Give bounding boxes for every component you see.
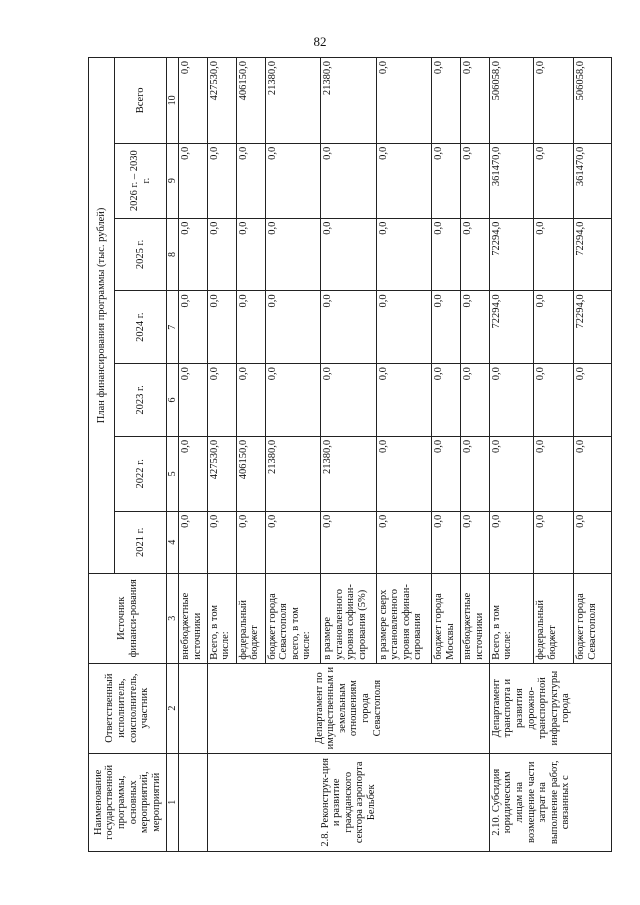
row-source: Всего, в том числе: bbox=[207, 573, 236, 663]
header-name: Наименование государственной программы, основных мероприятий, мероприятий bbox=[89, 753, 167, 851]
cell-value: 0,0 bbox=[376, 364, 431, 437]
cell-value: 0,0 bbox=[236, 511, 265, 573]
cell-value: 0,0 bbox=[265, 291, 320, 364]
row-source: бюджет города Севастополя bbox=[574, 573, 612, 663]
cell-value: 0,0 bbox=[489, 364, 533, 437]
cell-value: 0,0 bbox=[321, 143, 376, 218]
cell-value: 361470,0 bbox=[489, 143, 533, 218]
cell-value: 0,0 bbox=[376, 58, 431, 144]
financing-table bbox=[88, 57, 612, 852]
header-year: 2024 г. bbox=[115, 291, 167, 364]
page-number: 82 bbox=[313, 34, 327, 49]
cell-value: 0,0 bbox=[461, 511, 490, 573]
cell-value: 0,0 bbox=[179, 291, 208, 364]
column-number: 10 bbox=[167, 58, 179, 144]
cell-value: 427530,0 bbox=[207, 58, 236, 144]
cell-value: 406150,0 bbox=[236, 436, 265, 511]
cell-value: 0,0 bbox=[432, 218, 461, 291]
cell-value: 72294,0 bbox=[574, 218, 612, 291]
cell-value: 0,0 bbox=[534, 511, 574, 573]
header-plan: План финансирования программы (тыс. рублей) bbox=[89, 58, 115, 574]
header-year: 2026 г. – 2030 г. bbox=[115, 143, 167, 218]
cell-value: 0,0 bbox=[179, 436, 208, 511]
column-number: 1 bbox=[167, 753, 179, 851]
cell-value: 0,0 bbox=[534, 143, 574, 218]
column-number: 2 bbox=[167, 663, 179, 753]
header-year: 2021 г. bbox=[115, 511, 167, 573]
cell-value: 0,0 bbox=[321, 291, 376, 364]
cell-value: 72294,0 bbox=[489, 291, 533, 364]
column-number: 8 bbox=[167, 218, 179, 291]
cell-value: 0,0 bbox=[574, 436, 612, 511]
cell-value: 21380,0 bbox=[321, 58, 376, 144]
cell-value: 21380,0 bbox=[265, 436, 320, 511]
cell-value: 0,0 bbox=[321, 364, 376, 437]
row-name: 2.8. Реконструк-ция и развитие гражданского сектора аэропорта Бельбек bbox=[207, 753, 489, 851]
cell-value: 0,0 bbox=[179, 143, 208, 218]
cell-value: 0,0 bbox=[321, 511, 376, 573]
cell-value: 0,0 bbox=[534, 364, 574, 437]
row-source: Всего, в том числе: bbox=[489, 573, 533, 663]
cell-value: 427530,0 bbox=[207, 436, 236, 511]
header-year: 2025 г. bbox=[115, 218, 167, 291]
cell-value: 0,0 bbox=[179, 364, 208, 437]
cell-value: 0,0 bbox=[376, 218, 431, 291]
cell-value: 0,0 bbox=[376, 143, 431, 218]
cell-value: 21380,0 bbox=[265, 58, 320, 144]
cell-value: 0,0 bbox=[461, 436, 490, 511]
column-number: 9 bbox=[167, 143, 179, 218]
cell-value: 0,0 bbox=[207, 143, 236, 218]
cell-value: 0,0 bbox=[179, 511, 208, 573]
cell-value: 0,0 bbox=[432, 436, 461, 511]
row-source: внебюджетные источники bbox=[461, 573, 490, 663]
cell-value: 0,0 bbox=[461, 291, 490, 364]
row-source: федеральный бюджет bbox=[534, 573, 574, 663]
cell-value: 0,0 bbox=[236, 218, 265, 291]
cell-value: 0,0 bbox=[265, 218, 320, 291]
cell-value: 0,0 bbox=[489, 511, 533, 573]
column-number: 7 bbox=[167, 291, 179, 364]
cell-value: 0,0 bbox=[432, 364, 461, 437]
cell-value: 0,0 bbox=[489, 436, 533, 511]
column-number: 3 bbox=[167, 573, 179, 663]
rotated-table-container bbox=[88, 57, 612, 852]
header-responsible: Ответственный исполнитель, соисполнитель, участник bbox=[89, 663, 167, 753]
row-source: федеральный бюджет bbox=[236, 573, 265, 663]
header-total: Всего bbox=[115, 58, 167, 144]
cell-value: 0,0 bbox=[432, 143, 461, 218]
header-year: 2022 г. bbox=[115, 436, 167, 511]
cell-value: 72294,0 bbox=[489, 218, 533, 291]
cell-value: 0,0 bbox=[321, 218, 376, 291]
cell-value: 0,0 bbox=[534, 218, 574, 291]
cell-value: 0,0 bbox=[534, 436, 574, 511]
cell-value: 0,0 bbox=[432, 511, 461, 573]
cell-value: 0,0 bbox=[461, 143, 490, 218]
row-source: бюджет города Севастополя всего, в том числе: bbox=[265, 573, 320, 663]
row-source: внебюджетные источники bbox=[179, 573, 208, 663]
cell-value: 0,0 bbox=[236, 143, 265, 218]
cell-value: 0,0 bbox=[574, 364, 612, 437]
row-name bbox=[179, 753, 208, 851]
cell-value: 0,0 bbox=[432, 58, 461, 144]
cell-value: 0,0 bbox=[461, 364, 490, 437]
cell-value: 506058,0 bbox=[489, 58, 533, 144]
row-name: 2.10. Субсидия юридическим лицам на возмещение части затрат на выполнение работ, связанных с bbox=[489, 753, 611, 851]
row-responsible: Департамент по имущественным и земельным отношениям города Севастополя bbox=[207, 663, 489, 753]
cell-value: 0,0 bbox=[207, 364, 236, 437]
cell-value: 0,0 bbox=[207, 511, 236, 573]
column-number: 5 bbox=[167, 436, 179, 511]
header-source: Источник финанси-рования bbox=[89, 573, 167, 663]
cell-value: 0,0 bbox=[207, 291, 236, 364]
cell-value: 0,0 bbox=[534, 291, 574, 364]
cell-value: 0,0 bbox=[376, 511, 431, 573]
column-number: 6 bbox=[167, 364, 179, 437]
cell-value: 21380,0 bbox=[321, 436, 376, 511]
row-source: в размере установленного уровня софинан-сирования (5%) bbox=[321, 573, 376, 663]
cell-value: 0,0 bbox=[461, 58, 490, 144]
cell-value: 0,0 bbox=[432, 291, 461, 364]
cell-value: 0,0 bbox=[376, 291, 431, 364]
cell-value: 0,0 bbox=[236, 291, 265, 364]
cell-value: 361470,0 bbox=[574, 143, 612, 218]
table-row bbox=[207, 58, 236, 852]
row-responsible: Департамент транспорта и развития дорожно-транспортной инфраструктуры города bbox=[489, 663, 611, 753]
cell-value: 0,0 bbox=[461, 218, 490, 291]
row-source: в размере сверх установленного уровня софинан-сирования bbox=[376, 573, 431, 663]
cell-value: 72294,0 bbox=[574, 291, 612, 364]
cell-value: 506058,0 bbox=[574, 58, 612, 144]
table-row bbox=[489, 58, 533, 852]
cell-value: 0,0 bbox=[236, 364, 265, 437]
cell-value: 0,0 bbox=[265, 364, 320, 437]
row-source: бюджет города Москвы bbox=[432, 573, 461, 663]
column-number: 4 bbox=[167, 511, 179, 573]
cell-value: 0,0 bbox=[376, 436, 431, 511]
cell-value: 406150,0 bbox=[236, 58, 265, 144]
table-row bbox=[179, 58, 208, 852]
cell-value: 0,0 bbox=[179, 218, 208, 291]
cell-value: 0,0 bbox=[265, 511, 320, 573]
cell-value: 0,0 bbox=[574, 511, 612, 573]
header-year: 2023 г. bbox=[115, 364, 167, 437]
cell-value: 0,0 bbox=[534, 58, 574, 144]
row-responsible bbox=[179, 663, 208, 753]
cell-value: 0,0 bbox=[207, 218, 236, 291]
cell-value: 0,0 bbox=[265, 143, 320, 218]
cell-value: 0,0 bbox=[179, 58, 208, 144]
